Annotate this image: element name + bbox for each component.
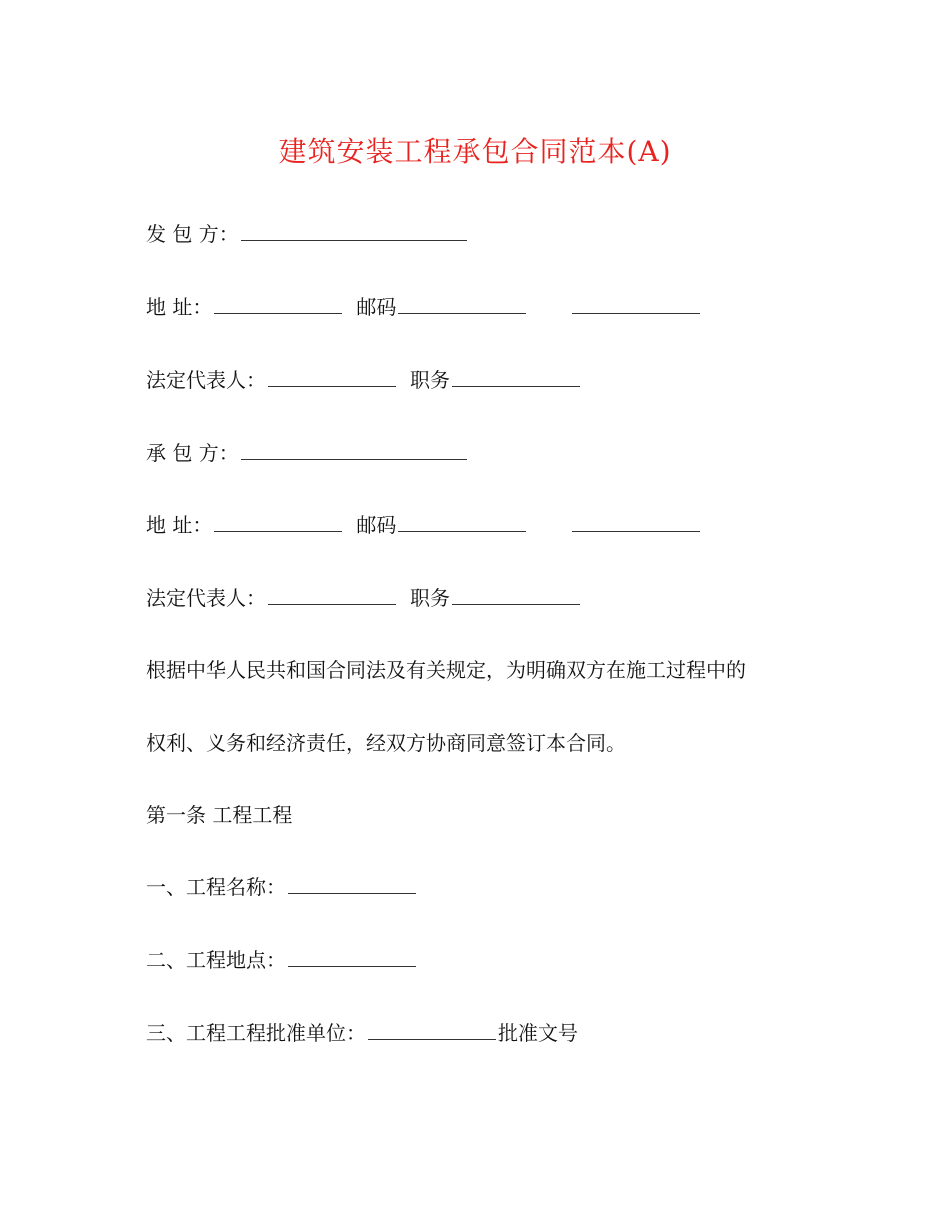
project-name-blank[interactable] xyxy=(288,875,416,894)
preamble-line-2: 权利、义务和经济责任，经双方协商同意签订本合同。 xyxy=(146,731,626,755)
item-approval-unit-label: 三、工程工程批准单位： xyxy=(146,1021,366,1045)
party-a-row xyxy=(146,220,469,248)
article-1-heading: 第一条 工程工程 xyxy=(146,803,293,827)
party-a-postcode-blank[interactable] xyxy=(398,295,526,314)
approval-unit-blank[interactable] xyxy=(368,1021,496,1040)
party-b-label: 承 包 方： xyxy=(146,441,239,465)
party-b-position-blank[interactable] xyxy=(452,586,580,605)
party-b-position-label: 职务 xyxy=(410,586,450,610)
party-b-blank[interactable] xyxy=(241,441,467,460)
contract-title: 建筑安装工程承包合同范本(A) xyxy=(278,135,672,168)
party-b-address-row xyxy=(146,511,702,539)
party-b-address-label: 地 址： xyxy=(146,513,213,537)
party-b-postcode-label: 邮码 xyxy=(356,513,397,537)
item-project-location xyxy=(146,946,418,974)
item-project-name xyxy=(146,873,418,901)
party-a-position-label: 职务 xyxy=(410,368,450,392)
party-a-blank[interactable] xyxy=(241,222,467,241)
party-b-extra-blank[interactable] xyxy=(572,513,700,532)
party-a-address-label: 地 址： xyxy=(146,295,213,319)
approval-no-label: 批准文号 xyxy=(498,1021,578,1045)
party-a-extra-blank[interactable] xyxy=(572,295,700,314)
project-location-blank[interactable] xyxy=(288,948,416,967)
party-a-address-row xyxy=(146,293,702,321)
item-project-location-label: 二、工程地点： xyxy=(146,948,286,972)
preamble-line-1: 根据中华人民共和国合同法及有关规定，为明确双方在施工过程中的 xyxy=(146,658,746,682)
item-project-name-label: 一、工程名称： xyxy=(146,875,286,899)
party-b-row xyxy=(146,439,469,467)
party-a-rep-label: 法定代表人： xyxy=(146,368,266,392)
party-b-rep-row xyxy=(146,584,582,612)
party-a-postcode-label: 邮码 xyxy=(356,295,397,319)
party-b-rep-blank[interactable] xyxy=(268,586,396,605)
party-a-address-blank[interactable] xyxy=(214,295,342,314)
party-a-rep-row xyxy=(146,366,582,394)
party-b-postcode-blank[interactable] xyxy=(398,513,526,532)
party-a-rep-blank[interactable] xyxy=(268,368,396,387)
party-a-label: 发 包 方： xyxy=(146,222,239,246)
party-a-position-blank[interactable] xyxy=(452,368,580,387)
party-b-rep-label: 法定代表人： xyxy=(146,586,266,610)
item-approval-unit xyxy=(146,1019,578,1047)
party-b-address-blank[interactable] xyxy=(214,513,342,532)
